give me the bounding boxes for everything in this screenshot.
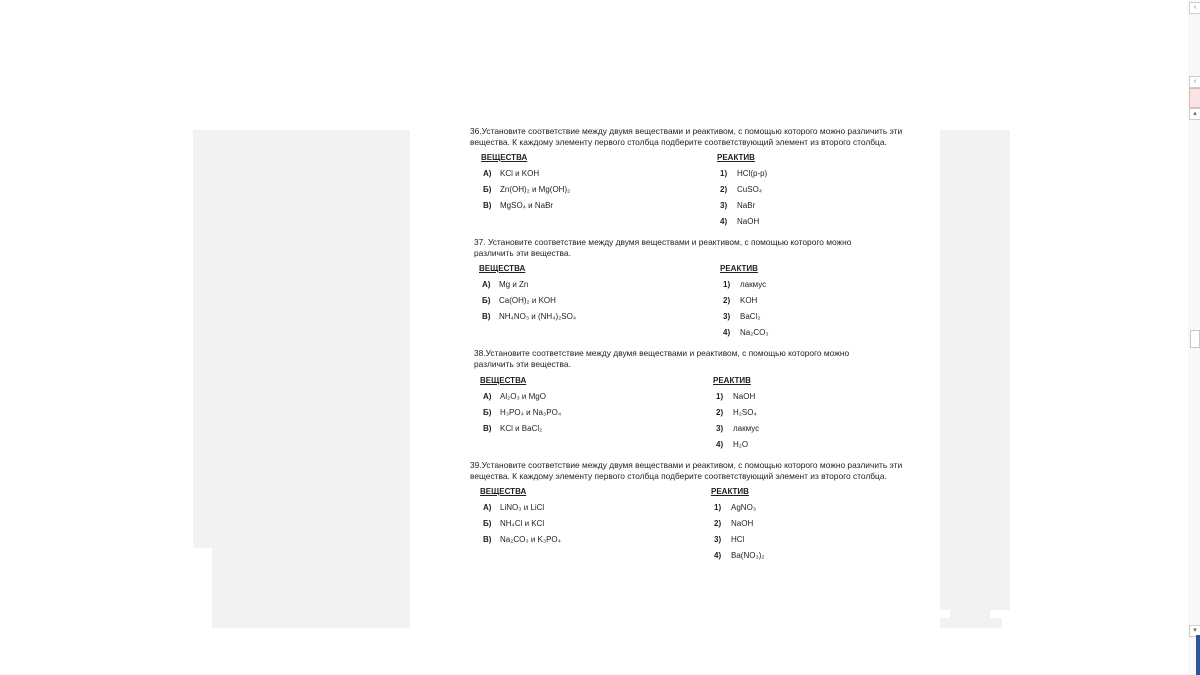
question-36 (470, 126, 910, 147)
reagent-item: 3) BaCl₂ (723, 312, 761, 321)
substance-item: В) Na₂CO₃ и K₃PO₄ (483, 535, 561, 544)
reagent-header: РЕАКТИВ (713, 376, 751, 385)
substances-header: ВЕЩЕСТВА (480, 376, 527, 385)
substance-item: В) KCl и BaCl₂ (483, 424, 543, 433)
question-39 (470, 460, 910, 481)
substance-item: А) KCl и KOH (483, 169, 540, 178)
reagent-item: 4) H₂O (716, 440, 749, 449)
reagent-item: 2) H₂SO₄ (716, 408, 757, 417)
substance-item: Б) H₃PO₄ и Na₃PO₄ (483, 408, 562, 417)
question-text: 38.Установите соответствие между двумя веществами и реактивом, с помощью которого можно различить эти вещества. (474, 348, 850, 369)
reagent-item: 1) NaOH (716, 392, 756, 401)
question-38 (474, 348, 864, 369)
scroll-up-icon[interactable]: ‹ (1189, 2, 1200, 14)
substance-item: В) NH₄NO₃ и (NH₄)₂SO₄ (482, 312, 577, 321)
question-37 (474, 237, 864, 258)
scroll-step-icon[interactable]: ▴ (1189, 108, 1200, 120)
substance-item: А) LiNO₃ и LiCl (483, 503, 545, 512)
taskbar-edge (1196, 635, 1200, 675)
vertical-scrollbar[interactable] (1188, 0, 1200, 675)
question-text: 39.Установите соответствие между двумя веществами и реактивом, с помощью которого можно различить эти вещества. К каждому элементу первого столбца подберите соответствующий элемент из второго столбца. (470, 460, 903, 481)
reagent-item: 3) HCl (714, 535, 745, 544)
reagent-item: 2) KOH (723, 296, 758, 305)
reagent-item: 1) HCl(р-р) (720, 169, 768, 178)
reagent-header: РЕАКТИВ (717, 153, 755, 162)
scroll-arrow-icon[interactable]: ‹ (1189, 76, 1200, 88)
background-panel-left-lower (212, 548, 410, 628)
scrollbar-thumb[interactable] (1190, 330, 1200, 348)
background-panel-right (940, 130, 1010, 610)
substance-item: А) Al₂O₃ и MgO (483, 392, 546, 401)
reagent-header: РЕАКТИВ (711, 487, 749, 496)
question-text: 36.Установите соответствие между двумя веществами и реактивом, с помощью которого можно различить эти вещества. К каждому элементу первого столбца подберите соответствующий элемент из второго столбца. (470, 126, 903, 147)
reagent-header: РЕАКТИВ (720, 264, 758, 273)
substance-item: Б) Zn(OH)₂ и Mg(OH)₂ (483, 185, 571, 194)
substances-header: ВЕЩЕСТВА (481, 153, 528, 162)
substance-item: А) Mg и Zn (482, 280, 529, 289)
substance-item: Б) Ca(OH)₂ и KOH (482, 296, 556, 305)
background-panel-left (193, 130, 410, 548)
reagent-item: 2) CuSO₄ (720, 185, 763, 194)
reagent-item: 2) NaOH (714, 519, 754, 528)
substances-header: ВЕЩЕСТВА (480, 487, 527, 496)
substances-header: ВЕЩЕСТВА (479, 264, 526, 273)
reagent-item: 4) Na₂CO₃ (723, 328, 769, 337)
reagent-item: 3) лакмус (716, 424, 760, 433)
reagent-item: 1) лакмус (723, 280, 767, 289)
substance-item: В) MgSO₄ и NaBr (483, 201, 554, 210)
reagent-item: 4) NaOH (720, 217, 760, 226)
scroll-down-icon[interactable]: ▾ (1189, 625, 1200, 637)
scroll-marker (1189, 88, 1200, 108)
substance-item: Б) NH₄Cl и KCl (483, 519, 545, 528)
question-text: 37. Установите соответствие между двумя веществами и реактивом, с помощью которого можно различить эти вещества. (474, 237, 852, 258)
reagent-item: 4) Ba(NO₃)₂ (714, 551, 765, 560)
reagent-item: 3) NaBr (720, 201, 756, 210)
reagent-item: 1) AgNO₃ (714, 503, 757, 512)
